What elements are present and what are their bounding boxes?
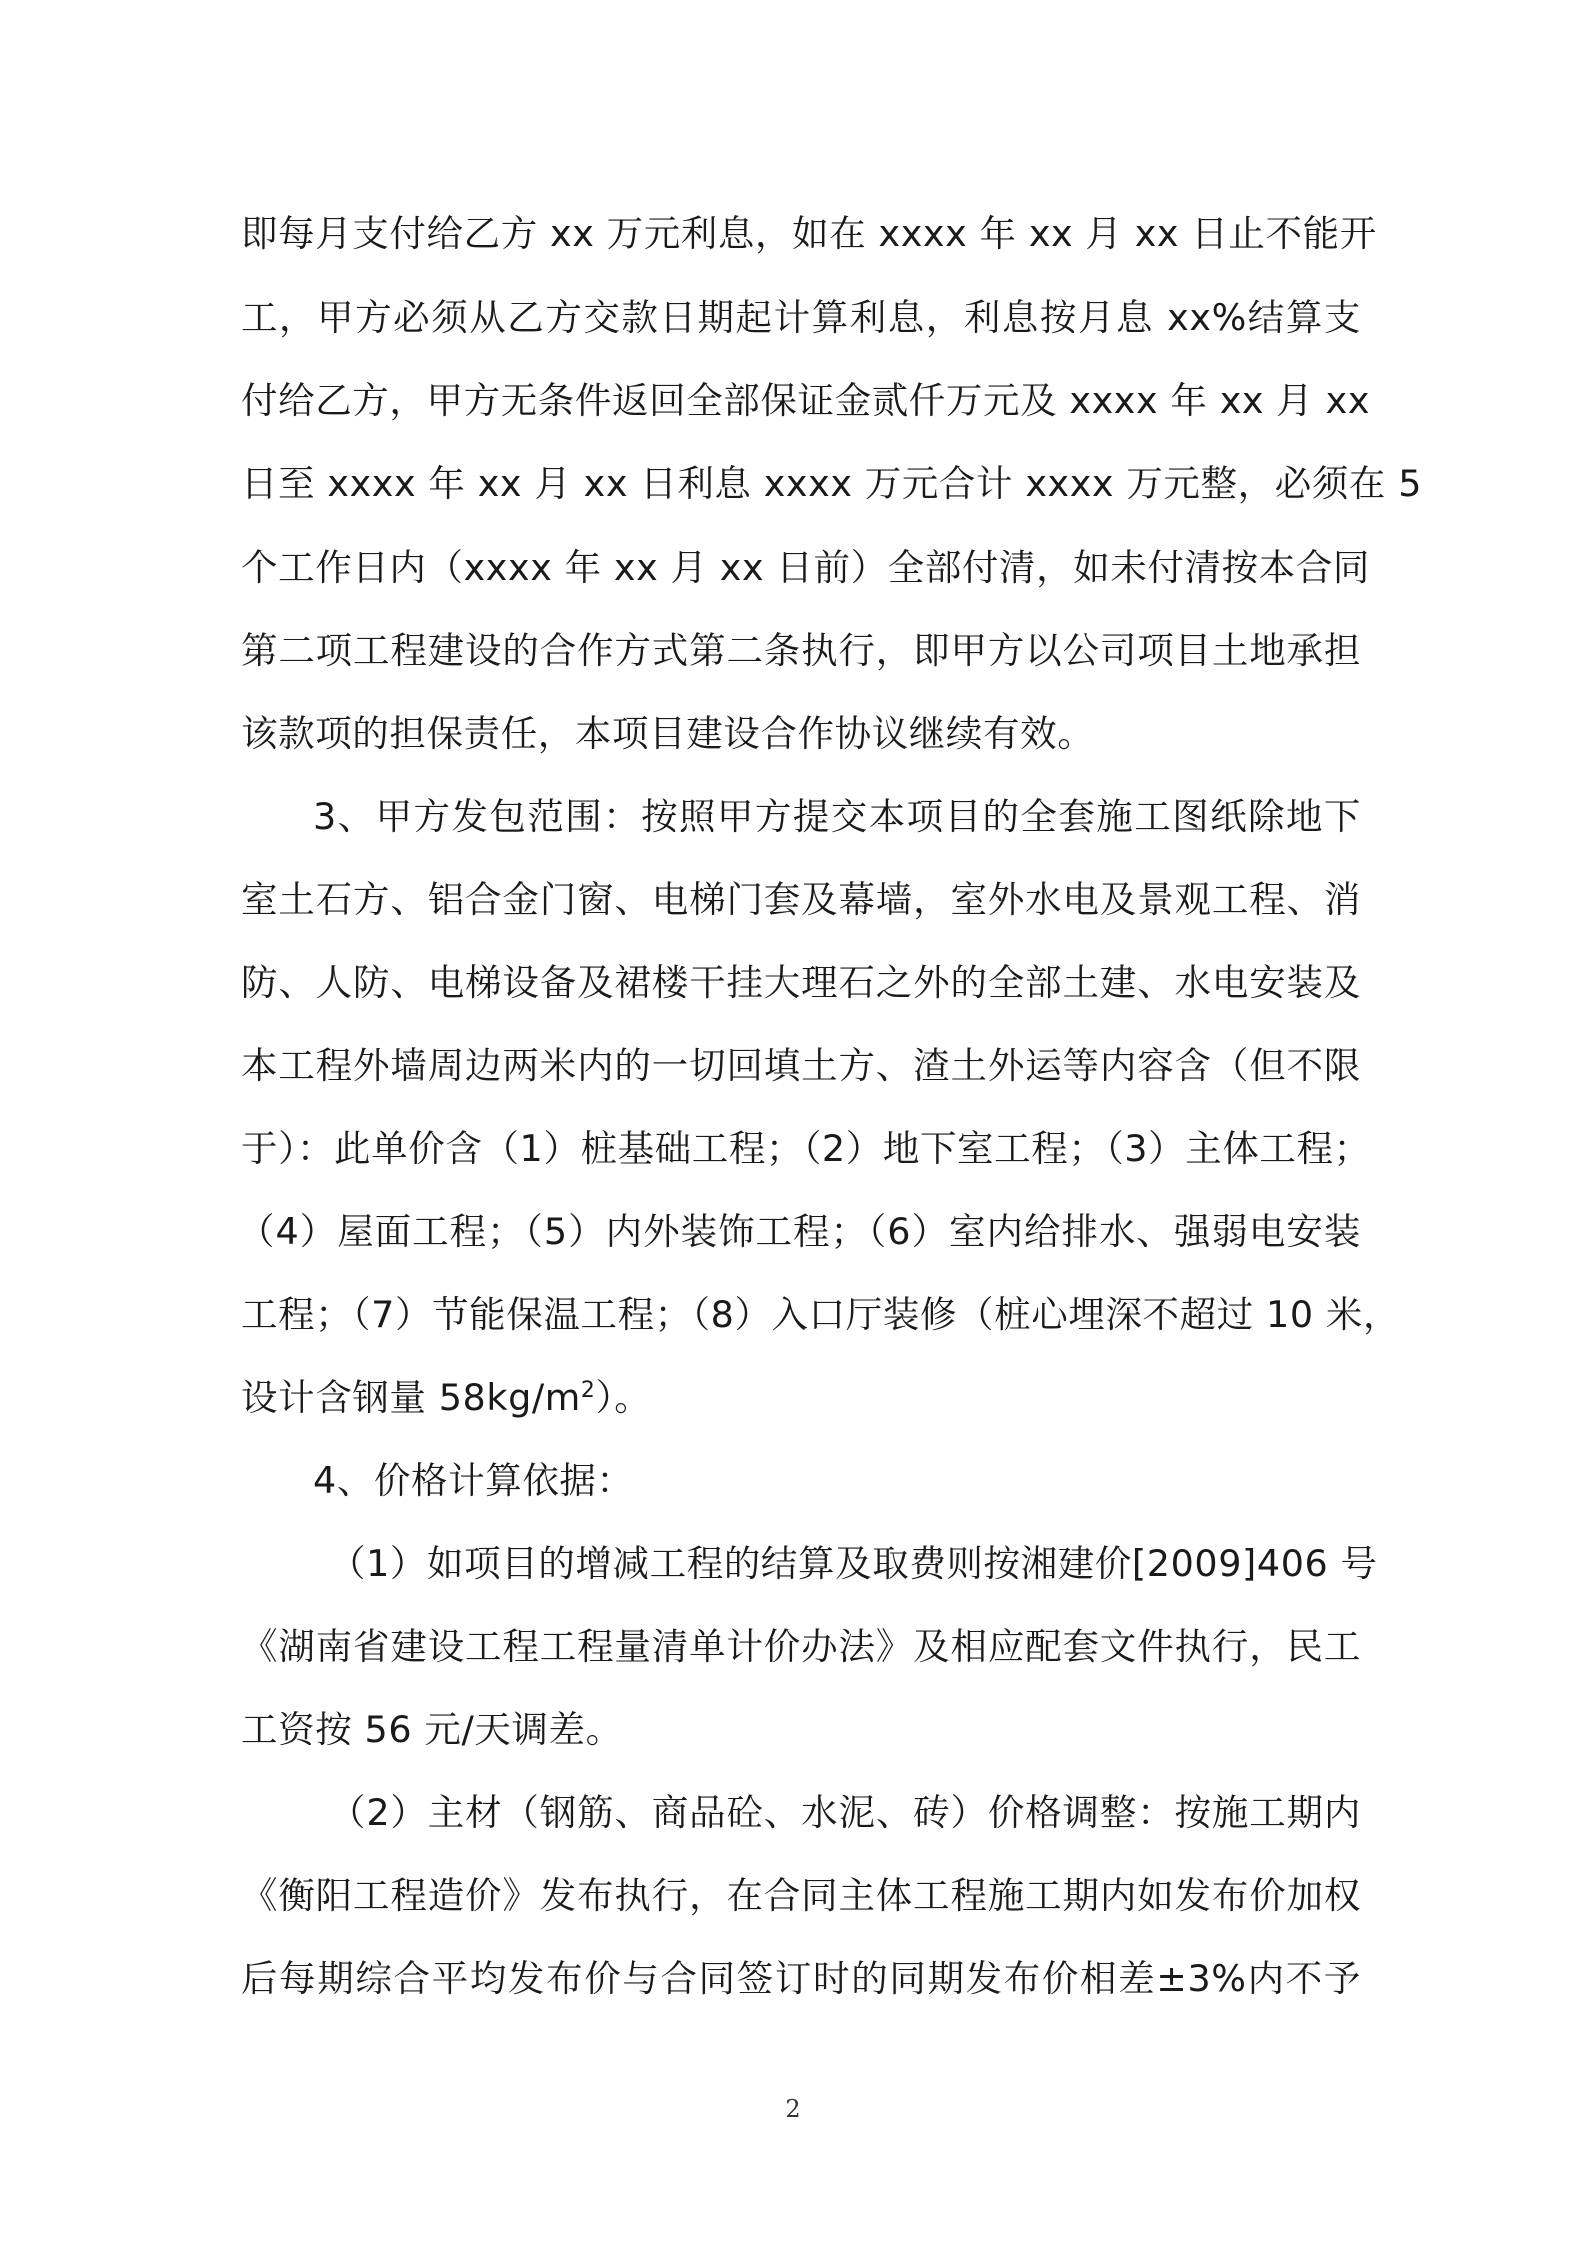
text-line: 《衡阳工程造价》发布执行，在合同主体工程施工期内如发布价加权 xyxy=(241,1874,1361,1917)
text-line: 《湖南省建设工程工程量清单计价办法》及相应配套文件执行，民工 xyxy=(241,1625,1361,1668)
text-line: （1）如项目的增减工程的结算及取费则按湘建价[2009]406 号 xyxy=(329,1542,1378,1585)
text-line-main: 设计含钢量 58kg/m xyxy=(241,1376,581,1419)
text-line: 第二项工程建设的合作方式第二条执行，即甲方以公司项目土地承担 xyxy=(241,629,1361,672)
text-line: 日至 xxxx 年 xx 月 xx 日利息 xxxx 万元合计 xxxx 万元整，必须在 5 xyxy=(241,462,1423,505)
text-line: 室土石方、铝合金门窗、电梯门套及幕墙，室外水电及景观工程、消 xyxy=(241,878,1361,921)
text-line: 工资按 56 元/天调差。 xyxy=(241,1708,623,1751)
text-line-tail: ）。 xyxy=(595,1376,652,1419)
section-heading-pricing: 4、价格计算依据： xyxy=(313,1459,634,1502)
text-line: 工，甲方必须从乙方交款日期起计算利息，利息按月息 xx%结算支 xyxy=(241,296,1361,339)
text-line: 本工程外墙周边两米内的一切回填土方、渣土外运等内容含（但不限 xyxy=(241,1044,1361,1087)
text-line xyxy=(241,1368,1361,1428)
text-line: （4）屋面工程；（5）内外装饰工程；（6）室内给排水、强弱电安装 xyxy=(238,1210,1361,1253)
text-line: 防、人防、电梯设备及裙楼干挂大理石之外的全部土建、水电安装及 xyxy=(241,961,1361,1004)
text-line: 付给乙方，甲方无条件返回全部保证金贰仟万元及 xxxx 年 xx 月 xx xyxy=(241,379,1371,422)
section-heading-scope: 3、甲方发包范围：按照甲方提交本项目的全套施工图纸除地下 xyxy=(313,795,1361,838)
text-line: 后每期综合平均发布价与合同签订时的同期发布价相差±3%内不予 xyxy=(241,1957,1361,2000)
text-line: 工程；（7）节能保温工程；（8）入口厅装修（桩心埋深不超过 10 米， xyxy=(241,1293,1401,1336)
text-line: 于）：此单价含（1）桩基础工程；（2）地下室工程；（3）主体工程； xyxy=(241,1127,1371,1170)
text-line: 该款项的担保责任，本项目建设合作协议继续有效。 xyxy=(241,712,1095,755)
text-line: 即每月支付给乙方 xx 万元利息，如在 xxxx 年 xx 月 xx 日止不能开 xyxy=(241,212,1377,255)
superscript: 2 xyxy=(580,1377,596,1403)
page-number: 2 xyxy=(785,2095,801,2123)
text-line: （2）主材（钢筋、商品砼、水泥、砖）价格调整：按施工期内 xyxy=(329,1791,1361,1834)
text-line: 个工作日内（xxxx 年 xx 月 xx 日前）全部付清，如未付清按本合同 xyxy=(241,546,1371,589)
